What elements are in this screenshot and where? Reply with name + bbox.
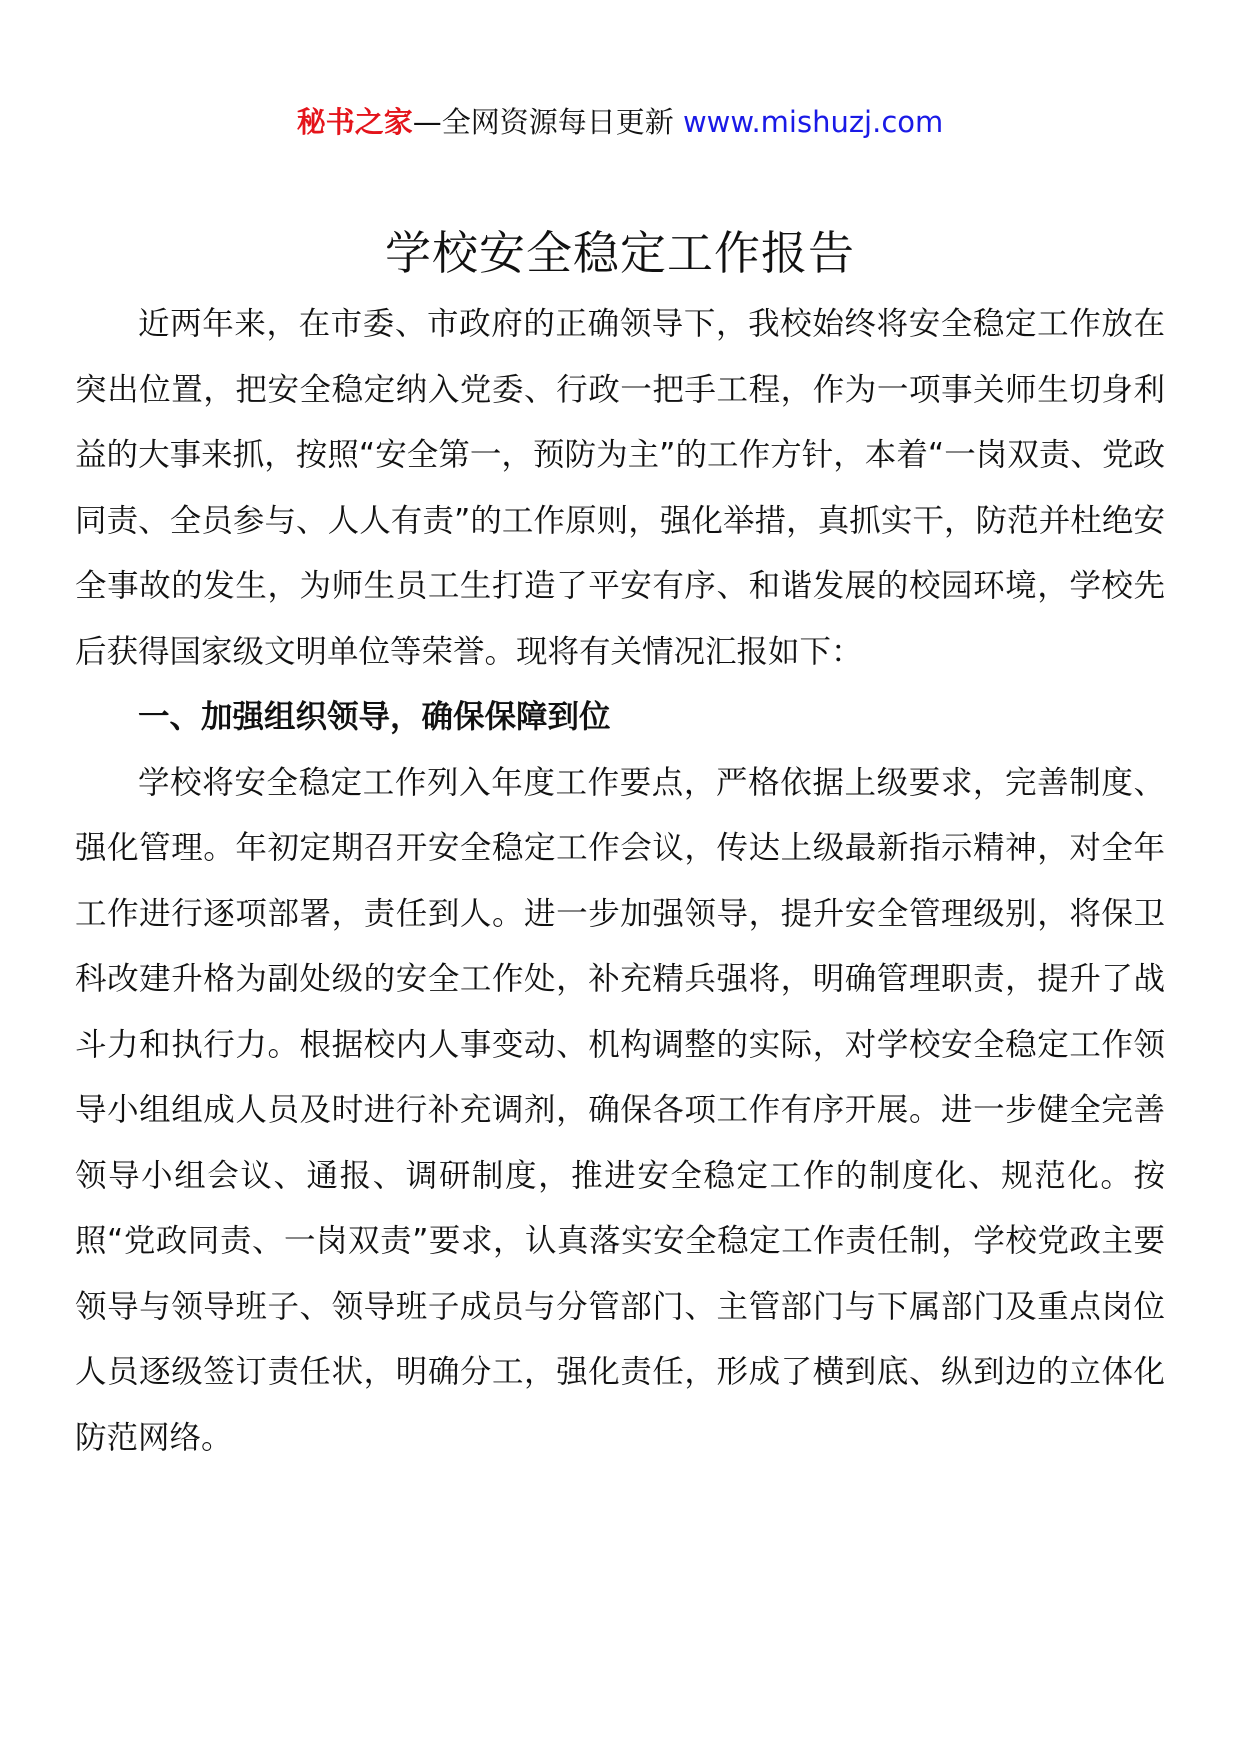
section-paragraph: 学校将安全稳定工作列入年度工作要点，严格依据上级要求，完善制度、强化管理。年初定期召开安全稳定工作会议，传达上级最新指示精神，对全年工作进行逐项部署，责任到人。进一步加强领导，提升安全管理级别，将保卫科改建升格为副处级的安全工作处，补充精兵强将，明确管理职责，提升了战斗力和执行力。根据校内人事变动、机构调整的实际，对学校安全稳定工作领导小组组成人员及时进行补充调剂，确保各项工作有序开展。进一步健全完善领导小组会议、通报、调研制度，推进安全稳定工作的制度化、规范化。按照“党政同责、一岗双责”要求，认真落实安全稳定工作责任制，学校党政主要领导与领导班子、领导班子成员与分管部门、主管部门与下属部门及重点岗位人员逐级签订责任状，明确分工，强化责任，形成了横到底、纵到边的立体化防范网络。 [75, 764, 1165, 1456]
document-body [75, 292, 1165, 1471]
site-brand: 秘书之家 [296, 105, 413, 139]
site-url-link[interactable]: www.mishuzj.com [682, 105, 944, 139]
site-tagline: —全网资源每日更新 [412, 105, 674, 139]
document-title: 学校安全稳定工作报告 [385, 225, 855, 280]
intro-paragraph: 近两年来，在市委、市政府的正确领导下，我校始终将安全稳定工作放在突出位置，把安全稳定纳入党委、行政一把手工程，作为一项事关师生切身利益的大事来抓，按照“安全第一，预防为主”的工作方针，本着“一岗双责、党政同责、全员参与、人人有责”的工作原则，强化举措，真抓实干，防范并杜绝安全事故的发生，为师生员工生打造了平安有序、和谐发展的校园环境，学校先后获得国家级文明单位等荣誉。现将有关情况汇报如下： [75, 306, 1165, 670]
site-header [0, 100, 1240, 144]
section-heading: 一、加强组织领导，确保保障到位 [138, 699, 611, 735]
